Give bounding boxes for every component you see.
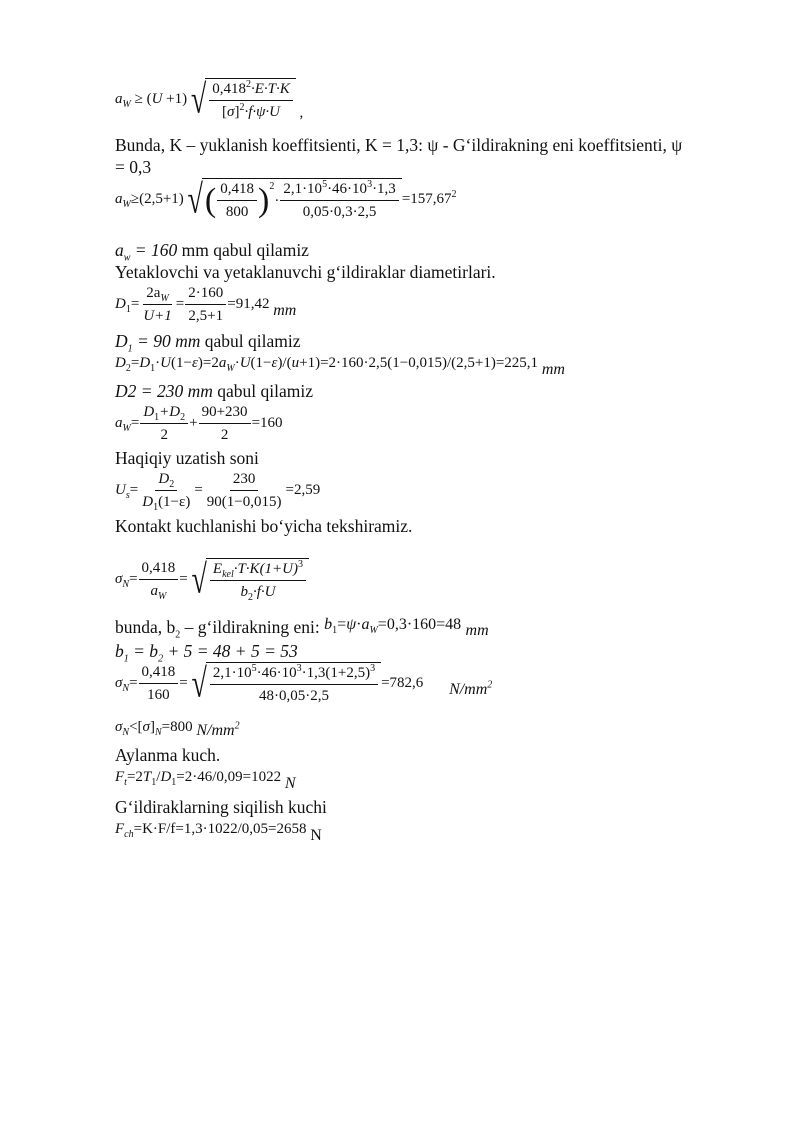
text-compression-force: G‘ildiraklarning siqilish kuchi [115,797,327,817]
text-ratio-heading: Haqiqiy uzatish soni [115,448,259,468]
formula-aw-numeric: $a_W\ge(2,5+1)$ √ ( $\frac{0,418}{800}$ ) $^2$ · $\frac{2,1\cdot 10^5\cdot 46\cdot 10^3\cdot 1,3}{0,05\cdot 0,3\cdot 2,5}$ $=157,67^2$ [115,177,457,223]
formula-aw-general: $a_W \ge (U +1)$ √ $\frac{0,418^2\cdot E\cdot T\cdot K}{[\sigma]^2\cdot f\cdot\psi\cdot U}$ , [115,77,304,123]
text-b1-value: $b_1 = b_2 + 5 = 48 + 5 = 53$ [115,641,298,665]
text-d2-accepted: D2 = 230 mm qabul qilamiz [115,381,313,401]
text-circumferential-force: Aylanma kuch. [115,745,221,765]
formula-d1: $D_1=$ $\frac{2a_W}{U+1}$ = $\frac{2\cdot 160}{2,5+1}$ =91,42 mm [115,285,297,324]
formula-d2: $D_2=D_1\cdot U(1-\varepsilon)=2a_W\cdot U(1-\varepsilon)/(u+1)=2\cdot 160\cdot 2,5(1-0,015)/(2,5+1)=225,1$ mm [115,355,565,378]
formula-aw-check: $a_W=$ $\frac{D_1+D_2}{2}$ + $\frac{90+230}{2}$ =160 [115,404,283,443]
formula-sigma-check: $\sigma_N<[\sigma]_N=800$ $N/mm^2$ [115,719,240,739]
text-contact-check: Kontakt kuchlanishi bo‘yicha tekshiramiz. [115,516,413,536]
text-psi-value: = 0,3 [115,157,152,177]
formula-fch: $F_{ch}=K\cdot F/f=1,3\cdot 1022/0,05=2658$ N [115,821,322,844]
text-bunda-k: Bunda, K – yuklanish koeffitsienti, K = 1,3: ψ - G‘ildirakning eni koeffitsienti, ψ [115,135,683,155]
formula-sigma-general: $\sigma_N=$ $\frac{0,418}{a_W}$ = √ $\frac{E_{kel}\cdot T\cdot K(1+U)^3}{b_2\cdot f\cdot U}$ [115,558,309,601]
text-d1-accepted: $D_1 = 90$ mm qabul qilamiz [115,331,301,355]
formula-ratio: $U_s=$ $\frac{D_2}{D_1(1-\varepsilon)}$ = $\frac{230}{90(1-0,015)}$ =2,59 [115,471,321,513]
text-aw-accepted: $a_w = 160$ mm qabul qilamiz [115,240,309,264]
formula-sigma-numeric: $\sigma_N=$ $\frac{0,418}{160}$ = √ $\frac{2,1\cdot 10^5\cdot 46\cdot 10^3\cdot 1,3(1+2,5)^3}{48\cdot 0,05\cdot 2,5}$ =782,6 $N/mm^2$ [115,661,493,707]
formula-ft: $F_t=2T_1/D_1=2\cdot 46/0,09=1022$ N [115,769,296,792]
text-diameters-heading: Yetaklovchi va yetaklanuvchi g‘ildiraklar diametirlari. [115,262,496,282]
text-b2-width: bunda, $b_2$ – g‘ildirakning eni: $b_1=\psi\cdot a_W=0,3\cdot 160=48$ mm [115,616,489,641]
